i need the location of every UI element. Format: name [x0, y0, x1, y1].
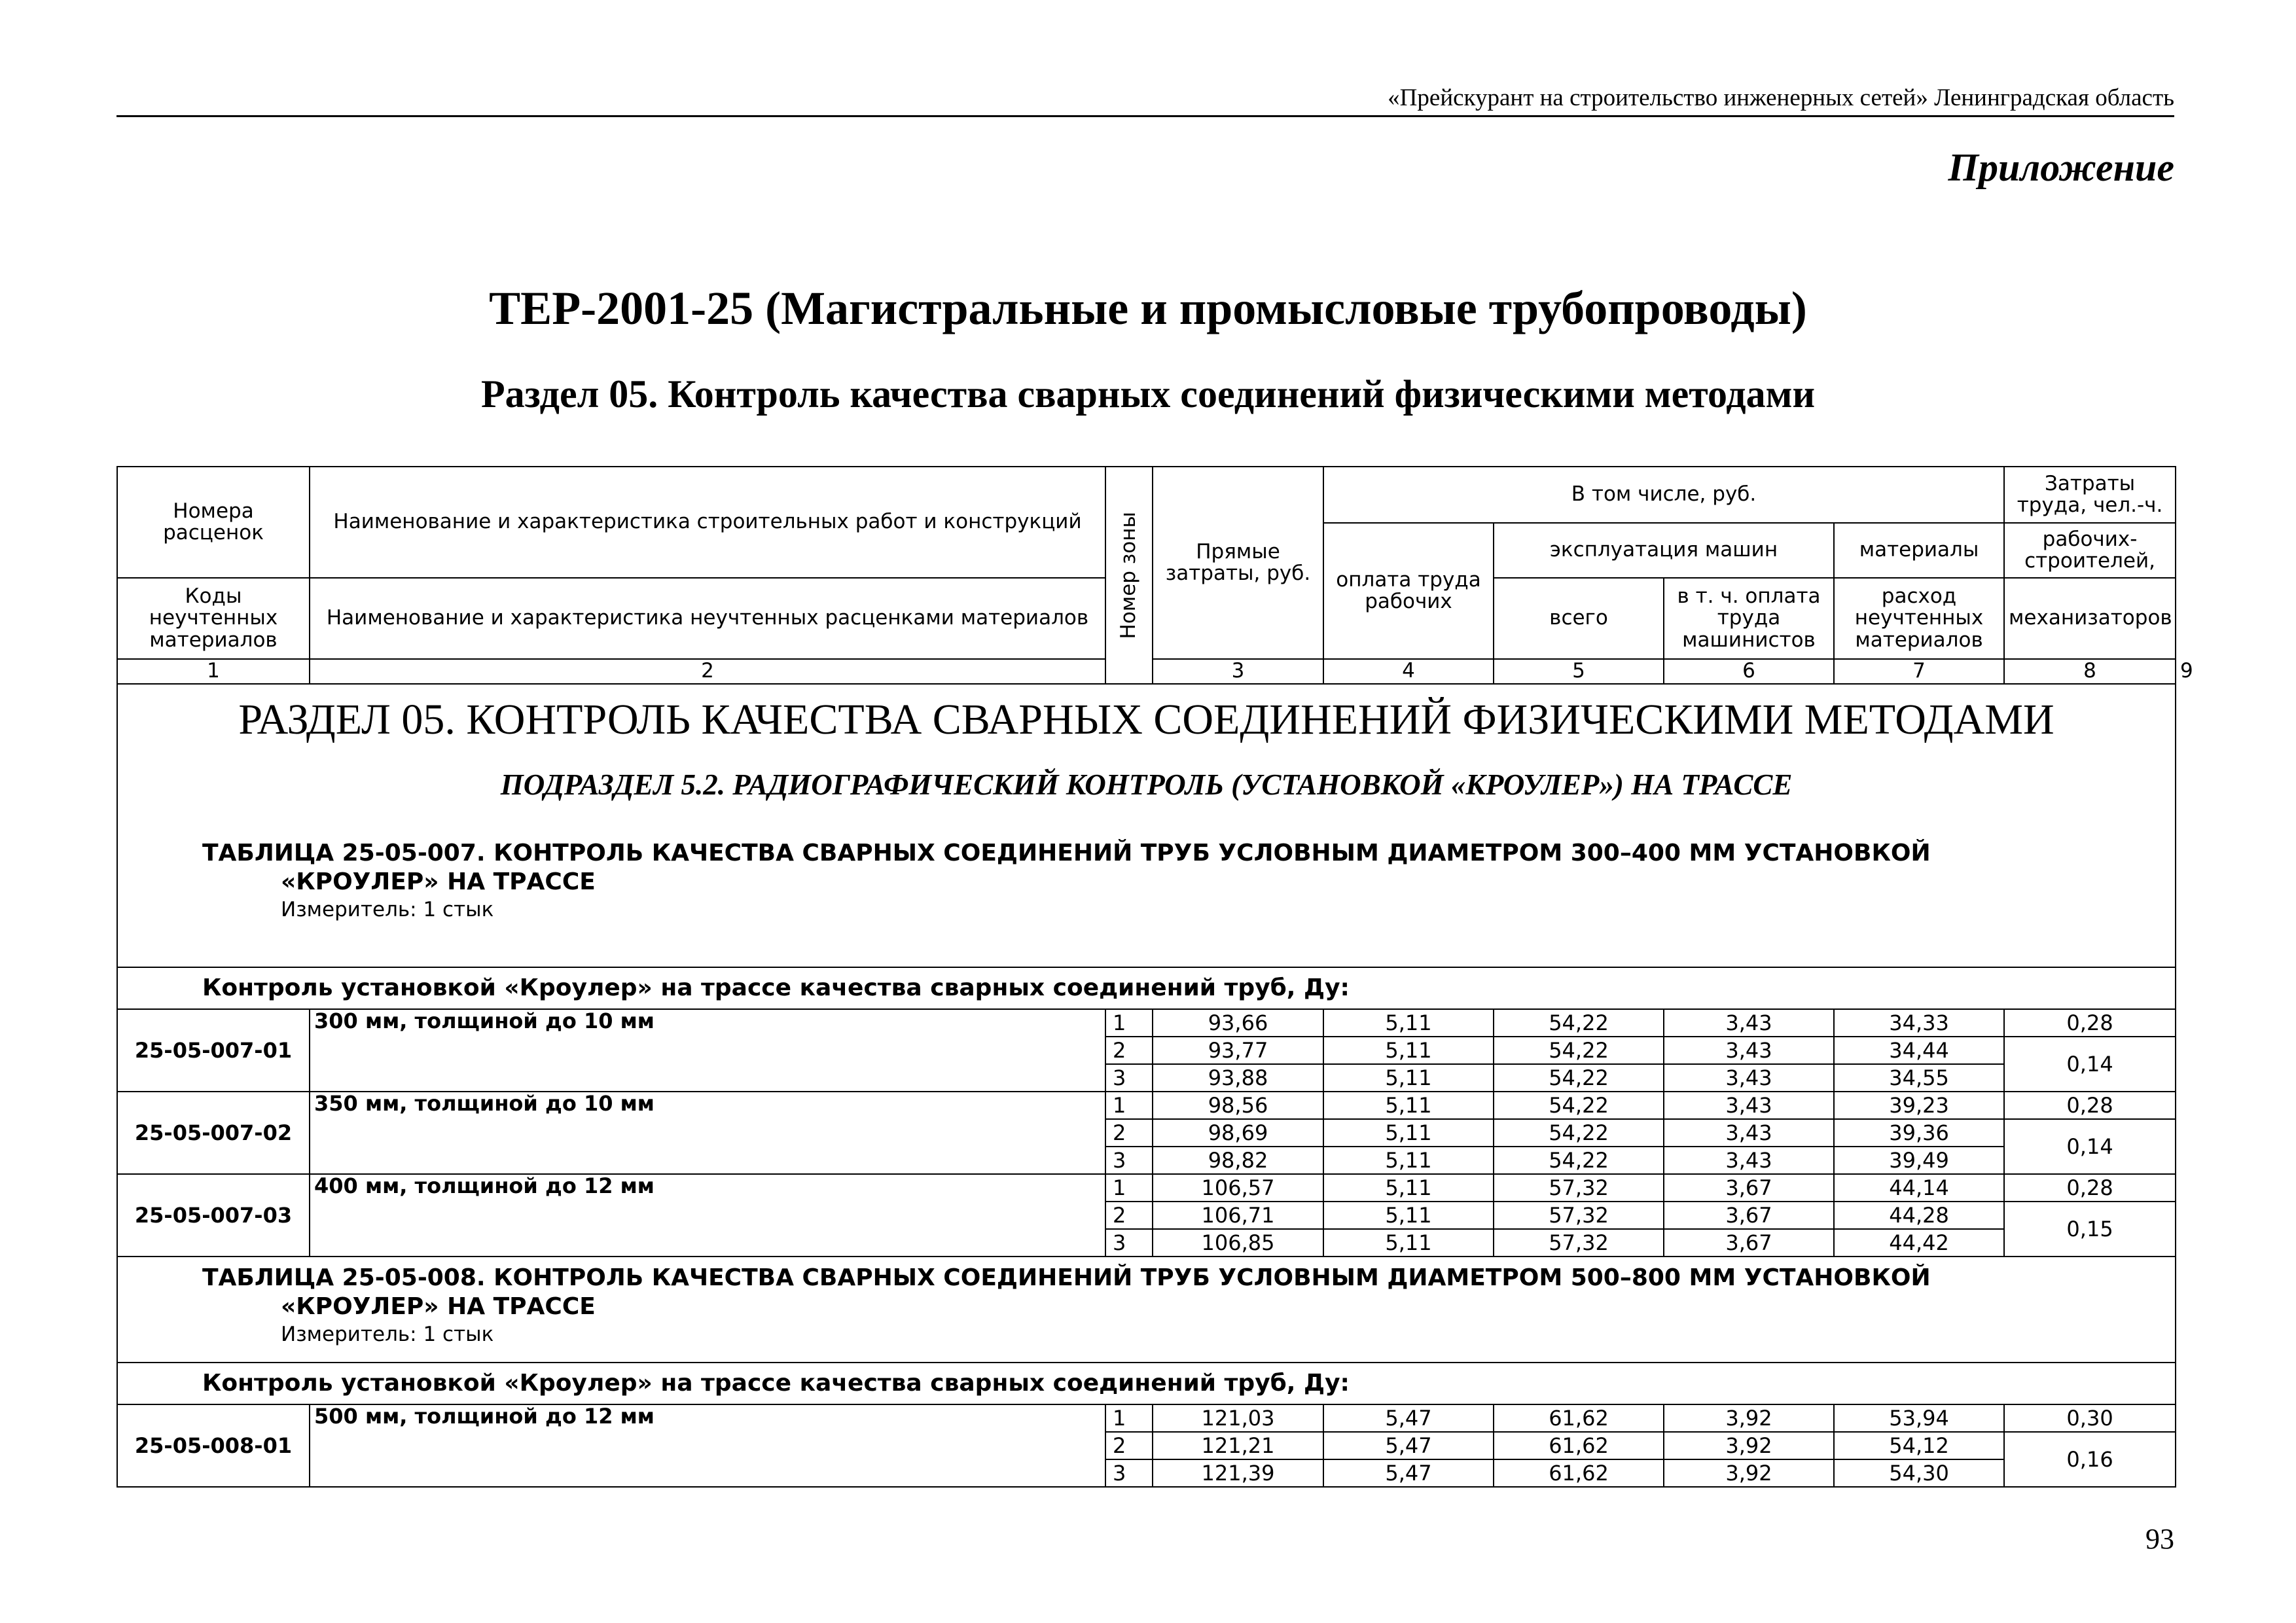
section-heading: РАЗДЕЛ 05. КОНТРОЛЬ КАЧЕСТВА СВАРНЫХ СОЕДИНЕНИЙ ФИЗИЧЕСКИМИ МЕТОДАМИ [238, 696, 2054, 743]
zone-cell: 3 [1105, 1459, 1153, 1487]
direct-cost-cell: 121,03 [1153, 1404, 1323, 1432]
table-row [117, 1092, 2176, 1119]
labor-pay-cell: 5,11 [1323, 1092, 1494, 1119]
labor-operators-cell: 0,14 [2004, 1119, 2176, 1174]
table-row [117, 1009, 2176, 1037]
labor-pay-cell: 5,11 [1323, 1202, 1494, 1229]
column-number: 7 [1834, 659, 2004, 684]
rate-code: 25-05-007-01 [117, 1009, 310, 1092]
zone-cell: 3 [1105, 1229, 1153, 1257]
operators-pay-cell: 3,92 [1664, 1459, 1834, 1487]
section-block [117, 684, 2176, 967]
measure-unit: Измеритель: 1 стык [281, 897, 494, 921]
direct-cost-cell: 98,56 [1153, 1092, 1323, 1119]
table-heading-block [117, 1257, 2176, 1363]
group-heading: Контроль установкой «Кроулер» на трассе качества сварных соединений труб, Ду: [117, 967, 2176, 1009]
operators-pay-cell: 3,67 [1664, 1229, 1834, 1257]
table-body [117, 684, 2176, 1487]
header-zone-number [1105, 467, 1153, 684]
column-number: 6 [1664, 659, 1834, 684]
machines-cell: 54,22 [1494, 1147, 1664, 1174]
zone-cell: 3 [1105, 1147, 1153, 1174]
labor-pay-cell: 5,11 [1323, 1064, 1494, 1092]
operators-pay-cell: 3,43 [1664, 1037, 1834, 1064]
materials-cell: 39,36 [1834, 1119, 2004, 1147]
table-header: Номера расценок Наименование и характеристика строительных работ и конструкций Номер зоны Прямые затраты, руб. В том числе, руб. Затраты труда, чел.-ч. оплата труда рабочих эксплуатация машин материалы рабочих-строителей, Коды неучтенных материалов Наименование и характеристика неучтенных расценками материалов всего в т. ч. оплата труда машинистов расход неучтенных материалов механизаторов 1 2 3 4 5 6 7 8 9 [117, 467, 2176, 684]
zone-cell: 2 [1105, 1119, 1153, 1147]
column-number: 3 [1153, 659, 1323, 684]
operators-pay-cell: 3,43 [1664, 1009, 1834, 1037]
column-number: 4 [1323, 659, 1494, 684]
labor-pay-cell: 5,11 [1323, 1229, 1494, 1257]
zone-cell: 2 [1105, 1432, 1153, 1459]
header-operators-pay: в т. ч. оплата труда машинистов [1664, 578, 1834, 659]
table-title-continuation: «КРОУЛЕР» НА ТРАССЕ [281, 1293, 596, 1320]
table-title-continuation: «КРОУЛЕР» НА ТРАССЕ [281, 868, 596, 895]
direct-cost-cell: 93,88 [1153, 1064, 1323, 1092]
operators-pay-cell: 3,67 [1664, 1174, 1834, 1202]
header-rule [117, 115, 2174, 117]
operators-pay-cell: 3,43 [1664, 1064, 1834, 1092]
direct-cost-cell: 93,66 [1153, 1009, 1323, 1037]
labor-workers-cell: 0,30 [2004, 1404, 2176, 1432]
zone-cell: 2 [1105, 1037, 1153, 1064]
operators-pay-cell: 3,43 [1664, 1092, 1834, 1119]
page-number: 93 [2145, 1523, 2174, 1555]
rate-code: 25-05-007-03 [117, 1174, 310, 1257]
machines-cell: 61,62 [1494, 1459, 1664, 1487]
header-labor-workers: рабочих-строителей, [2004, 523, 2176, 578]
labor-pay-cell: 5,47 [1323, 1404, 1494, 1432]
materials-cell: 44,28 [1834, 1202, 2004, 1229]
machines-cell: 54,22 [1494, 1119, 1664, 1147]
direct-cost-cell: 98,82 [1153, 1147, 1323, 1174]
direct-cost-cell: 98,69 [1153, 1119, 1323, 1147]
direct-cost-cell: 106,85 [1153, 1229, 1323, 1257]
labor-pay-cell: 5,47 [1323, 1459, 1494, 1487]
labor-workers-cell: 0,28 [2004, 1009, 2176, 1037]
zone-number-label: Номер зоны [1117, 511, 1141, 639]
section-title: Раздел 05. Контроль качества сварных соединений физическими методами [480, 372, 1816, 416]
rate-code: 25-05-008-01 [117, 1404, 310, 1487]
table-title-line: ТАБЛИЦА 25-05-007. КОНТРОЛЬ КАЧЕСТВА СВАРНЫХ СОЕДИНЕНИЙ ТРУБ УСЛОВНЫМ ДИАМЕТРОМ 300–400 ММ УСТАНОВКОЙ [202, 839, 1931, 866]
header-material-description: Наименование и характеристика неучтенных расценками материалов [310, 578, 1105, 659]
labor-pay-cell: 5,11 [1323, 1037, 1494, 1064]
materials-cell: 54,12 [1834, 1432, 2004, 1459]
header-labor-operators: механизаторов [2004, 578, 2176, 659]
machines-cell: 57,32 [1494, 1229, 1664, 1257]
machines-cell: 54,22 [1494, 1064, 1664, 1092]
labor-pay-cell: 5,11 [1323, 1147, 1494, 1174]
column-number: 5 [1494, 659, 1664, 684]
work-description: 400 мм, толщиной до 12 мм [310, 1174, 1105, 1257]
materials-cell: 54,30 [1834, 1459, 2004, 1487]
labor-pay-cell: 5,11 [1323, 1119, 1494, 1147]
table-row [117, 1404, 2176, 1432]
materials-cell: 39,23 [1834, 1092, 2004, 1119]
machines-cell: 57,32 [1494, 1202, 1664, 1229]
running-head: «Прейскурант на строительство инженерных сетей» Ленинградская область [1388, 84, 2174, 111]
column-number: 1 [117, 659, 310, 684]
document-title: ТЕР-2001-25 (Магистральные и промысловые трубопроводы) [489, 282, 1807, 334]
header-material-use: расход неучтенных материалов [1834, 578, 2004, 659]
direct-cost-cell: 121,39 [1153, 1459, 1323, 1487]
header-labor-costs: Затраты труда, чел.-ч. [2004, 467, 2176, 523]
machines-cell: 61,62 [1494, 1404, 1664, 1432]
operators-pay-cell: 3,43 [1664, 1147, 1834, 1174]
direct-cost-cell: 121,21 [1153, 1432, 1323, 1459]
price-table [117, 466, 2193, 1488]
labor-pay-cell: 5,47 [1323, 1432, 1494, 1459]
operators-pay-cell: 3,92 [1664, 1432, 1834, 1459]
header-labor-pay: оплата труда рабочих [1323, 523, 1494, 659]
materials-cell: 44,14 [1834, 1174, 2004, 1202]
header-work-description: Наименование и характеристика строительных работ и конструкций [310, 467, 1105, 578]
table-title [118, 1264, 2175, 1321]
materials-cell: 34,44 [1834, 1037, 2004, 1064]
measure-unit: Измеритель: 1 стык [281, 1322, 494, 1346]
zone-cell: 1 [1105, 1404, 1153, 1432]
header-rate-numbers: Номера расценок [117, 467, 310, 578]
work-description: 500 мм, толщиной до 12 мм [310, 1404, 1105, 1487]
machines-cell: 61,62 [1494, 1432, 1664, 1459]
materials-cell: 44,42 [1834, 1229, 2004, 1257]
table-row [117, 1174, 2176, 1202]
operators-pay-cell: 3,67 [1664, 1202, 1834, 1229]
zone-cell: 3 [1105, 1064, 1153, 1092]
header-material-codes: Коды неучтенных материалов [117, 578, 310, 659]
direct-cost-cell: 93,77 [1153, 1037, 1323, 1064]
header-materials: материалы [1834, 523, 2004, 578]
labor-pay-cell: 5,11 [1323, 1009, 1494, 1037]
zone-cell: 1 [1105, 1009, 1153, 1037]
labor-workers-cell: 0,28 [2004, 1092, 2176, 1119]
group-heading: Контроль установкой «Кроулер» на трассе качества сварных соединений труб, Ду: [117, 1363, 2176, 1404]
header-direct-costs: Прямые затраты, руб. [1153, 467, 1323, 659]
machines-cell: 54,22 [1494, 1092, 1664, 1119]
operators-pay-cell: 3,92 [1664, 1404, 1834, 1432]
machines-cell: 57,32 [1494, 1174, 1664, 1202]
labor-operators-cell: 0,14 [2004, 1037, 2176, 1092]
direct-cost-cell: 106,57 [1153, 1174, 1323, 1202]
labor-workers-cell: 0,28 [2004, 1174, 2176, 1202]
header-machines-total: всего [1494, 578, 1664, 659]
labor-operators-cell: 0,16 [2004, 1432, 2176, 1487]
subsection-heading: ПОДРАЗДЕЛ 5.2. РАДИОГРАФИЧЕСКИЙ КОНТРОЛЬ (УСТАНОВКОЙ «КРОУЛЕР») НА ТРАССЕ [500, 768, 1793, 802]
materials-cell: 39,49 [1834, 1147, 2004, 1174]
table-title [118, 839, 2175, 897]
column-number: 8 [2004, 659, 2176, 684]
zone-cell: 2 [1105, 1202, 1153, 1229]
labor-pay-cell: 5,11 [1323, 1174, 1494, 1202]
column-number: 2 [310, 659, 1105, 684]
work-description: 350 мм, толщиной до 10 мм [310, 1092, 1105, 1174]
zone-cell: 1 [1105, 1092, 1153, 1119]
materials-cell: 34,33 [1834, 1009, 2004, 1037]
direct-cost-cell: 106,71 [1153, 1202, 1323, 1229]
table-title-line: ТАБЛИЦА 25-05-008. КОНТРОЛЬ КАЧЕСТВА СВАРНЫХ СОЕДИНЕНИЙ ТРУБ УСЛОВНЫМ ДИАМЕТРОМ 500–800 ММ УСТАНОВКОЙ [202, 1264, 1931, 1291]
zone-cell: 1 [1105, 1174, 1153, 1202]
machines-cell: 54,22 [1494, 1037, 1664, 1064]
work-description: 300 мм, толщиной до 10 мм [310, 1009, 1105, 1092]
operators-pay-cell: 3,43 [1664, 1119, 1834, 1147]
machines-cell: 54,22 [1494, 1009, 1664, 1037]
materials-cell: 34,55 [1834, 1064, 2004, 1092]
materials-cell: 53,94 [1834, 1404, 2004, 1432]
header-machine-operation: эксплуатация машин [1494, 523, 1834, 578]
rate-code: 25-05-007-02 [117, 1092, 310, 1174]
header-including: В том числе, руб. [1323, 467, 2004, 523]
appendix-label: Приложение [1948, 146, 2174, 189]
labor-operators-cell: 0,15 [2004, 1202, 2176, 1257]
